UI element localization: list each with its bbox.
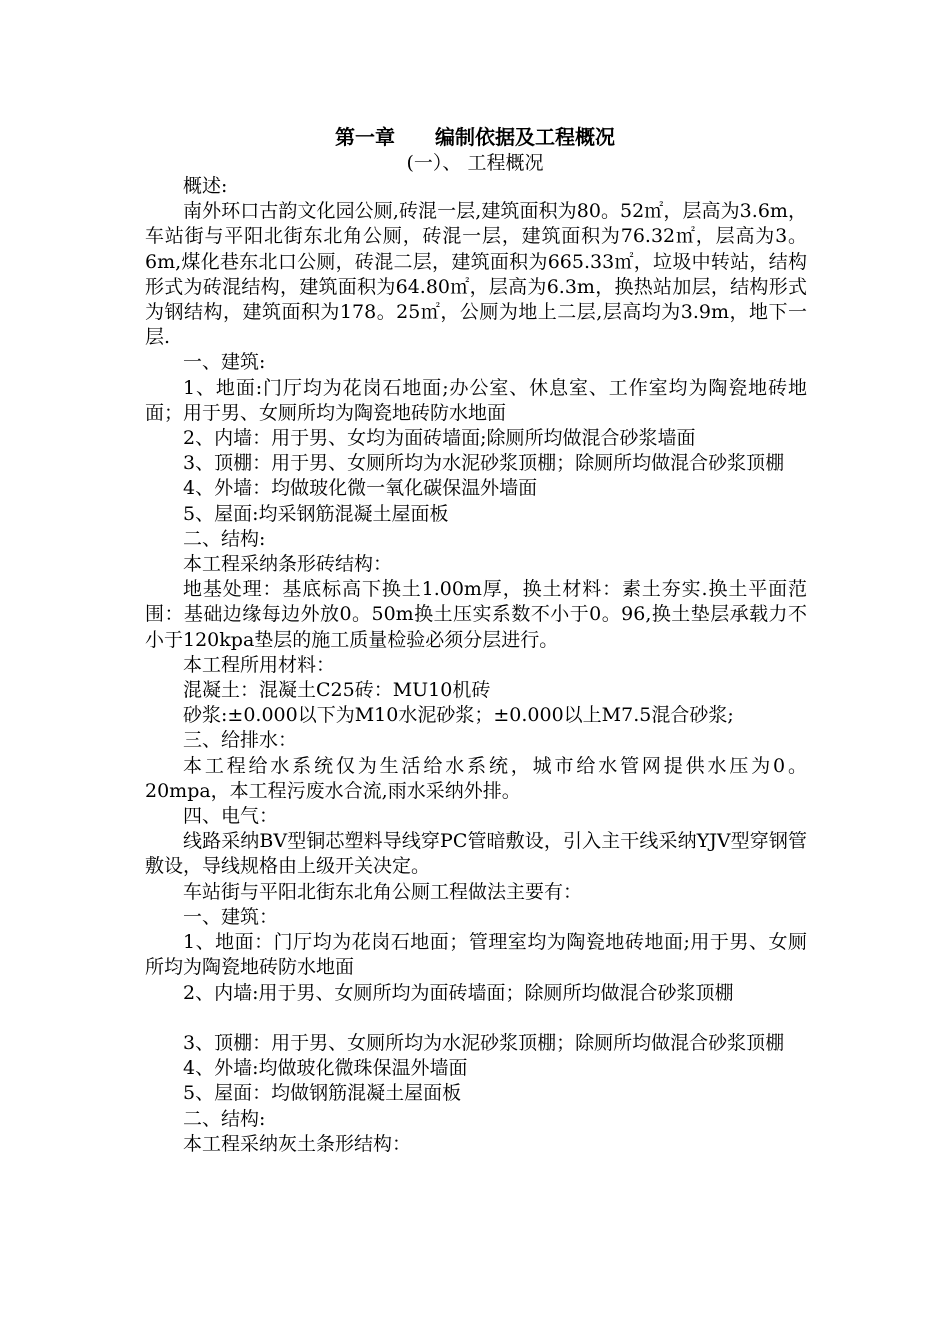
paragraph: 5、屋面:均采钢筋混凝土屋面板 (183, 502, 449, 525)
paragraph: 4、外墙:均做玻化微珠保温外墙面 (183, 1057, 468, 1080)
paragraph: 2、内墙:用于男、女厕所均为面砖墙面；除厕所均做混合砂浆顶棚 (183, 981, 734, 1004)
chapter-title (0, 123, 950, 151)
paragraph: 3、顶棚：用于男、女厕所均为水泥砂浆顶棚；除厕所均做混合砂浆顶棚 (183, 1031, 785, 1054)
paragraph: 砂浆:±0.000以下为M10水泥砂浆；±0.000以上M7.5混合砂浆; (183, 704, 734, 727)
paragraph: 5、屋面：均做钢筋混凝土屋面板 (183, 1082, 462, 1105)
paragraph: 二、结构: (183, 527, 266, 550)
document-body (145, 174, 807, 1157)
paragraph: 二、结构: (183, 1107, 266, 1130)
paragraph: 3、顶棚：用于男、女厕所均为水泥砂浆顶棚；除厕所均做混合砂浆顶棚 (183, 452, 785, 475)
paragraph: 1、地面:门厅均为花岗石地面;办公室、休息室、工作室均为陶瓷地砖地面；用于男、女厕所均为陶瓷地砖防水地面 (145, 376, 807, 424)
paragraph: 概述: (183, 175, 228, 197)
paragraph: 4、外墙：均做玻化微一氧化碳保温外墙面 (183, 477, 538, 500)
paragraph: 车站街与平阳北街东北角公厕工程做法主要有： (183, 880, 583, 903)
paragraph: 一、建筑： (183, 905, 279, 928)
paragraph (145, 1006, 807, 1031)
paragraph: 一、建筑: (183, 351, 266, 374)
paragraph: 三、给排水： (183, 729, 298, 752)
chapter-number: 第一章 (335, 125, 395, 149)
paragraph: 本工程所用材料： (183, 653, 336, 676)
paragraph: 线路采纳BV型铜芯塑料导线穿PC管暗敷设，引入主干线采纳YJV型穿钢管敷设，导线规格由上级开关决定。 (145, 830, 807, 878)
paragraph: 本工程采纳条形砖结构： (183, 553, 393, 576)
chapter-heading: 编制依据及工程概况 (435, 125, 615, 149)
paragraph: 南外环口古韵文化园公厕,砖混一层,建筑面积为80。52㎡，层高为3.6m，车站街与平阳北街东北角公厕，砖混一层，建筑面积为76.32㎡，层高为3。6m,煤化巷东北口公厕，砖混二层，建筑面积为665.33㎡，垃圾中转站，结构形式为砖混结构，建筑面积为64.80㎡，层高为6.3m，换热站加层，结构形式为钢结构，建筑面积为178。25㎡，公厕为地上二层,层高均为3.9m，地下一层. (145, 200, 807, 349)
paragraph: 混凝土：混凝土C25砖：MU10机砖 (183, 679, 491, 702)
section-subtitle: (一）、 工程概况 (406, 152, 544, 174)
paragraph: 四、电气： (183, 805, 279, 828)
paragraph: 2、内墙：用于男、女均为面砖墙面;除厕所均做混合砂浆墙面 (183, 427, 696, 450)
paragraph: 本工程给水系统仅为生活给水系统，城市给水管网提供水压为0。20mpa，本工程污废水合流,雨水采纳外排。 (145, 754, 807, 802)
paragraph: 1、地面：门厅均为花岗石地面；管理室均为陶瓷地砖地面;用于男、女厕所均为陶瓷地砖防水地面 (145, 931, 807, 979)
paragraph: 地基处理：基底标高下换土1.00m厚，换土材料：素土夯实.换土平面范围：基础边缘每边外放0。50m换土压实系数不小于0。96,换土垫层承载力不小于120kpa垫层的施工质量检验必须分层进行。 (145, 578, 807, 651)
paragraph: 本工程采纳灰土条形结构： (183, 1132, 412, 1155)
